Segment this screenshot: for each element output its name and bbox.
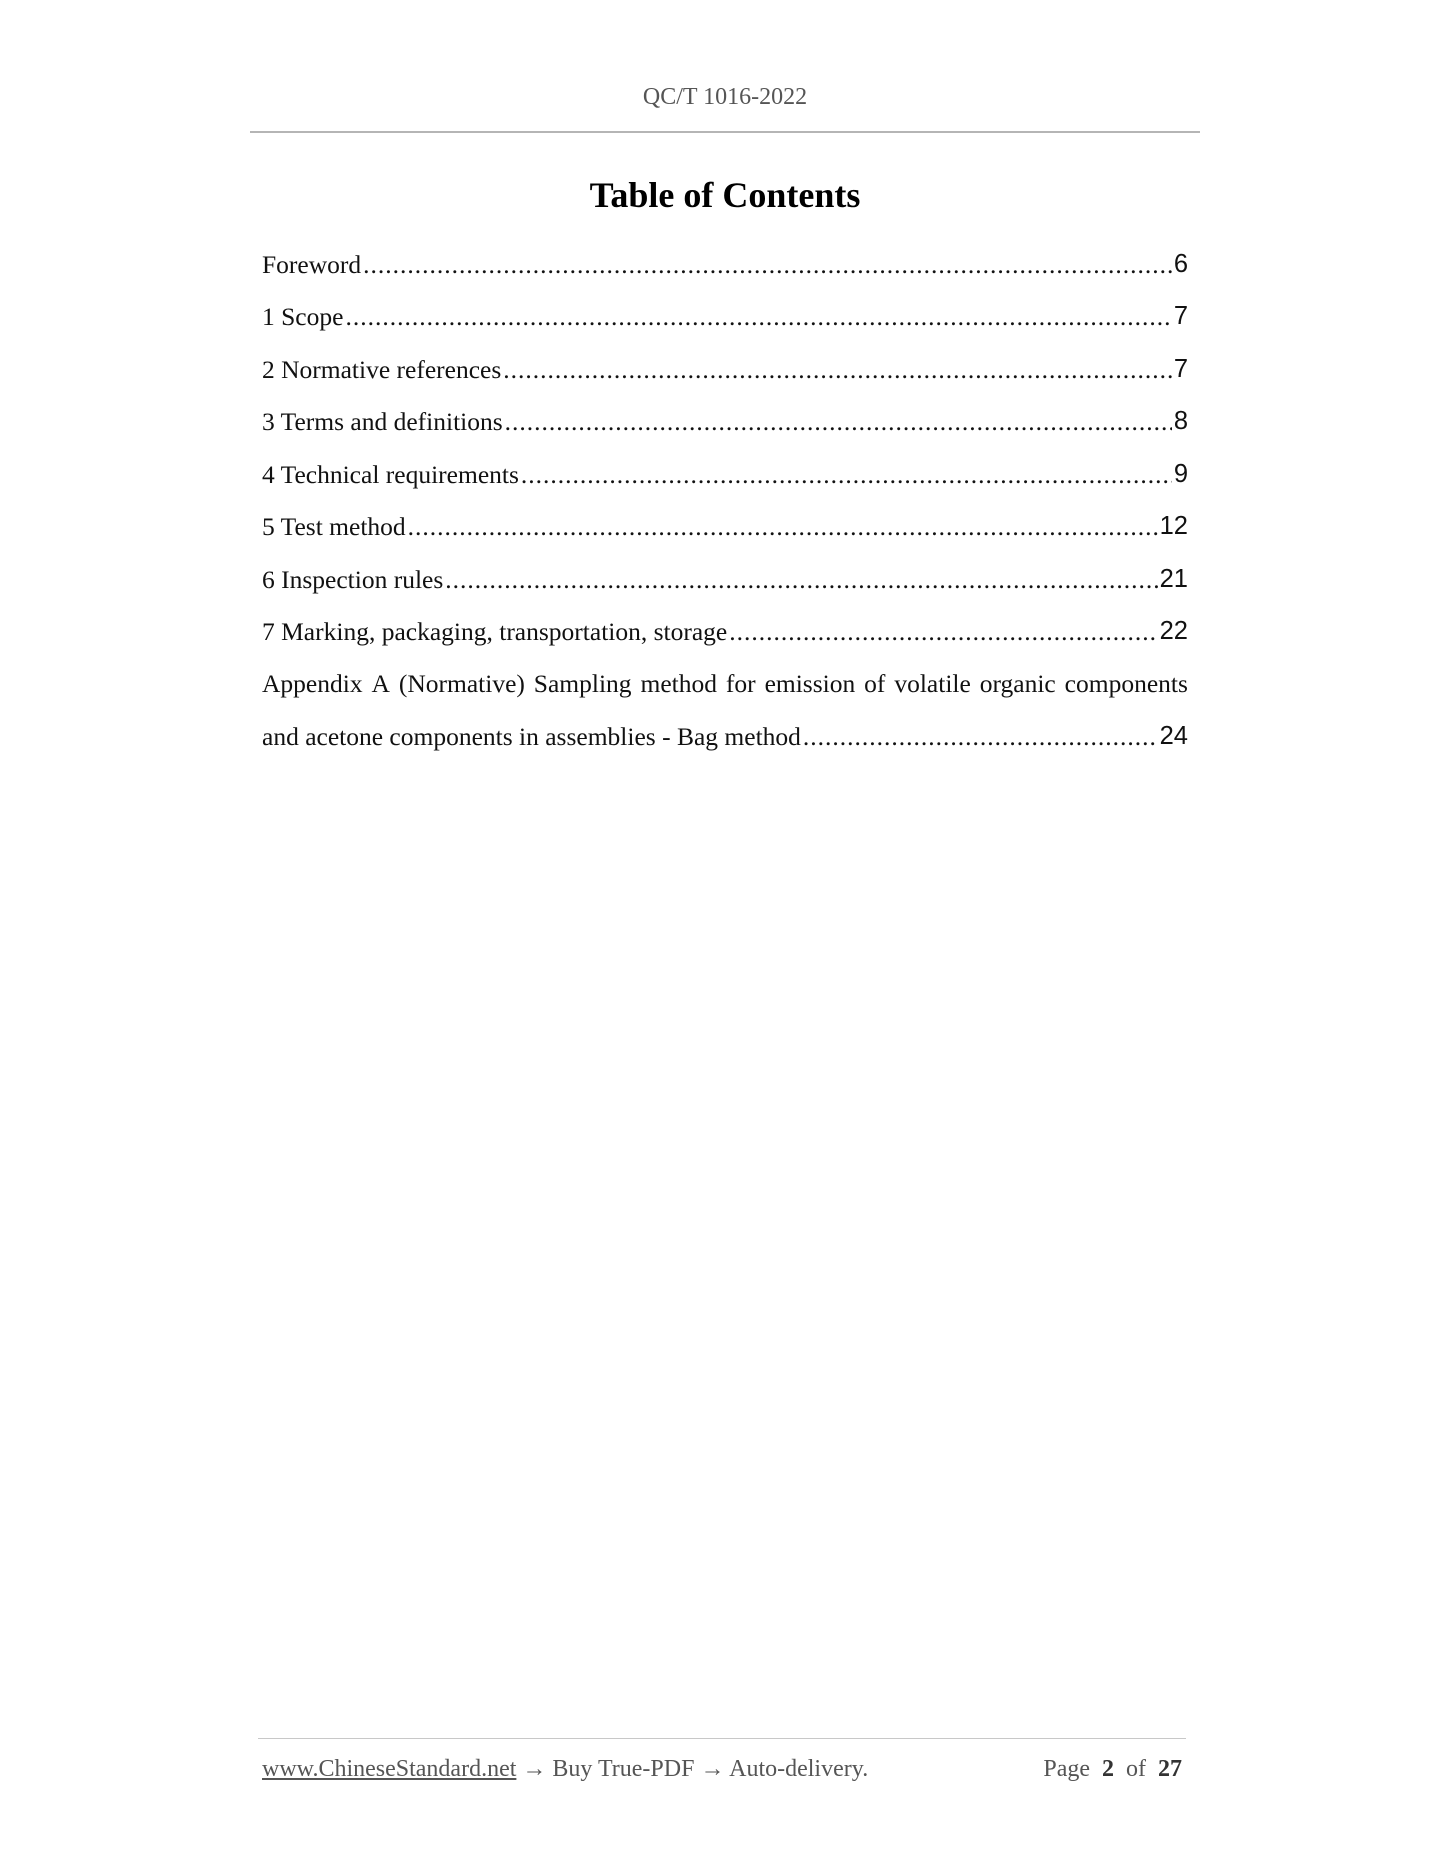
dot-leader	[363, 252, 1172, 278]
toc-entry-foreword[interactable]	[262, 238, 1188, 291]
toc-entry-page: 6	[1173, 249, 1188, 278]
appendix-word: volatile	[894, 669, 971, 699]
dot-leader	[521, 462, 1172, 488]
toc-entry-appendix-a-line2[interactable]	[262, 711, 1188, 764]
toc-entry-label: 1 Scope	[262, 302, 344, 331]
dot-leader	[345, 304, 1171, 330]
toc-entry-scope[interactable]	[262, 291, 1188, 344]
site-link[interactable]: www.ChineseStandard.net	[262, 1756, 517, 1782]
toc-entry-page: 7	[1173, 354, 1188, 383]
appendix-word: A	[371, 669, 390, 699]
appendix-word: Sampling	[533, 669, 632, 699]
toc-entry-label: 3 Terms and definitions	[262, 407, 503, 436]
toc-entry-marking-packaging[interactable]	[262, 606, 1188, 659]
appendix-word: organic	[979, 669, 1056, 699]
dot-leader	[408, 514, 1158, 540]
dot-leader	[729, 619, 1157, 645]
appendix-word: emission	[764, 669, 856, 699]
page-word: Page	[1043, 1756, 1090, 1782]
footer-promo-text: → Buy True-PDF → Auto-delivery.	[516, 1756, 869, 1782]
total-pages-number: 27	[1158, 1756, 1182, 1782]
appendix-word: method	[640, 669, 717, 699]
table-of-contents	[262, 238, 1188, 763]
toc-entry-label: 7 Marking, packaging, transportation, storage	[262, 617, 728, 646]
dot-leader	[803, 724, 1158, 750]
toc-entry-page: 8	[1173, 407, 1188, 435]
toc-entry-label: and acetone components in assemblies - Bag method	[262, 722, 801, 751]
toc-entry-page: 9	[1173, 459, 1188, 488]
toc-entry-inspection-rules[interactable]	[262, 553, 1188, 606]
current-page-number: 2	[1102, 1756, 1114, 1782]
header-divider	[250, 131, 1200, 133]
toc-entry-page: 22	[1159, 617, 1188, 645]
dot-leader	[505, 409, 1172, 435]
footer-divider	[258, 1738, 1186, 1739]
toc-entry-label: 5 Test method	[262, 512, 406, 541]
toc-entry-page: 7	[1173, 302, 1188, 330]
toc-entry-page: 21	[1159, 564, 1188, 593]
toc-entry-label: 6 Inspection rules	[262, 564, 444, 594]
running-header: QC/T 1016-2022	[642, 84, 808, 110]
appendix-word: (Normative)	[398, 669, 525, 699]
toc-entry-technical-requirements[interactable]	[262, 448, 1188, 501]
toc-entry-appendix-a-line1[interactable]	[262, 658, 1188, 711]
dot-leader	[503, 357, 1172, 383]
toc-entry-label: 4 Technical requirements	[262, 459, 519, 489]
footer-promo	[262, 1756, 868, 1783]
appendix-word: for	[725, 669, 756, 699]
toc-entry-terms-definitions[interactable]	[262, 396, 1188, 449]
dot-leader	[445, 567, 1157, 593]
toc-entry-page: 12	[1159, 512, 1188, 540]
of-word: of	[1126, 1756, 1146, 1782]
toc-title: Table of Contents	[589, 175, 861, 215]
appendix-word: components	[1064, 669, 1188, 699]
toc-entry-page: 24	[1159, 722, 1188, 750]
toc-entry-label: Foreword	[262, 249, 362, 279]
toc-entry-label: 2 Normative references	[262, 354, 502, 384]
toc-entry-test-method[interactable]	[262, 501, 1188, 554]
appendix-word: of	[864, 669, 886, 699]
toc-entry-normative-references[interactable]	[262, 343, 1188, 396]
appendix-word: Appendix	[262, 669, 363, 699]
page-counter	[1043, 1756, 1182, 1783]
